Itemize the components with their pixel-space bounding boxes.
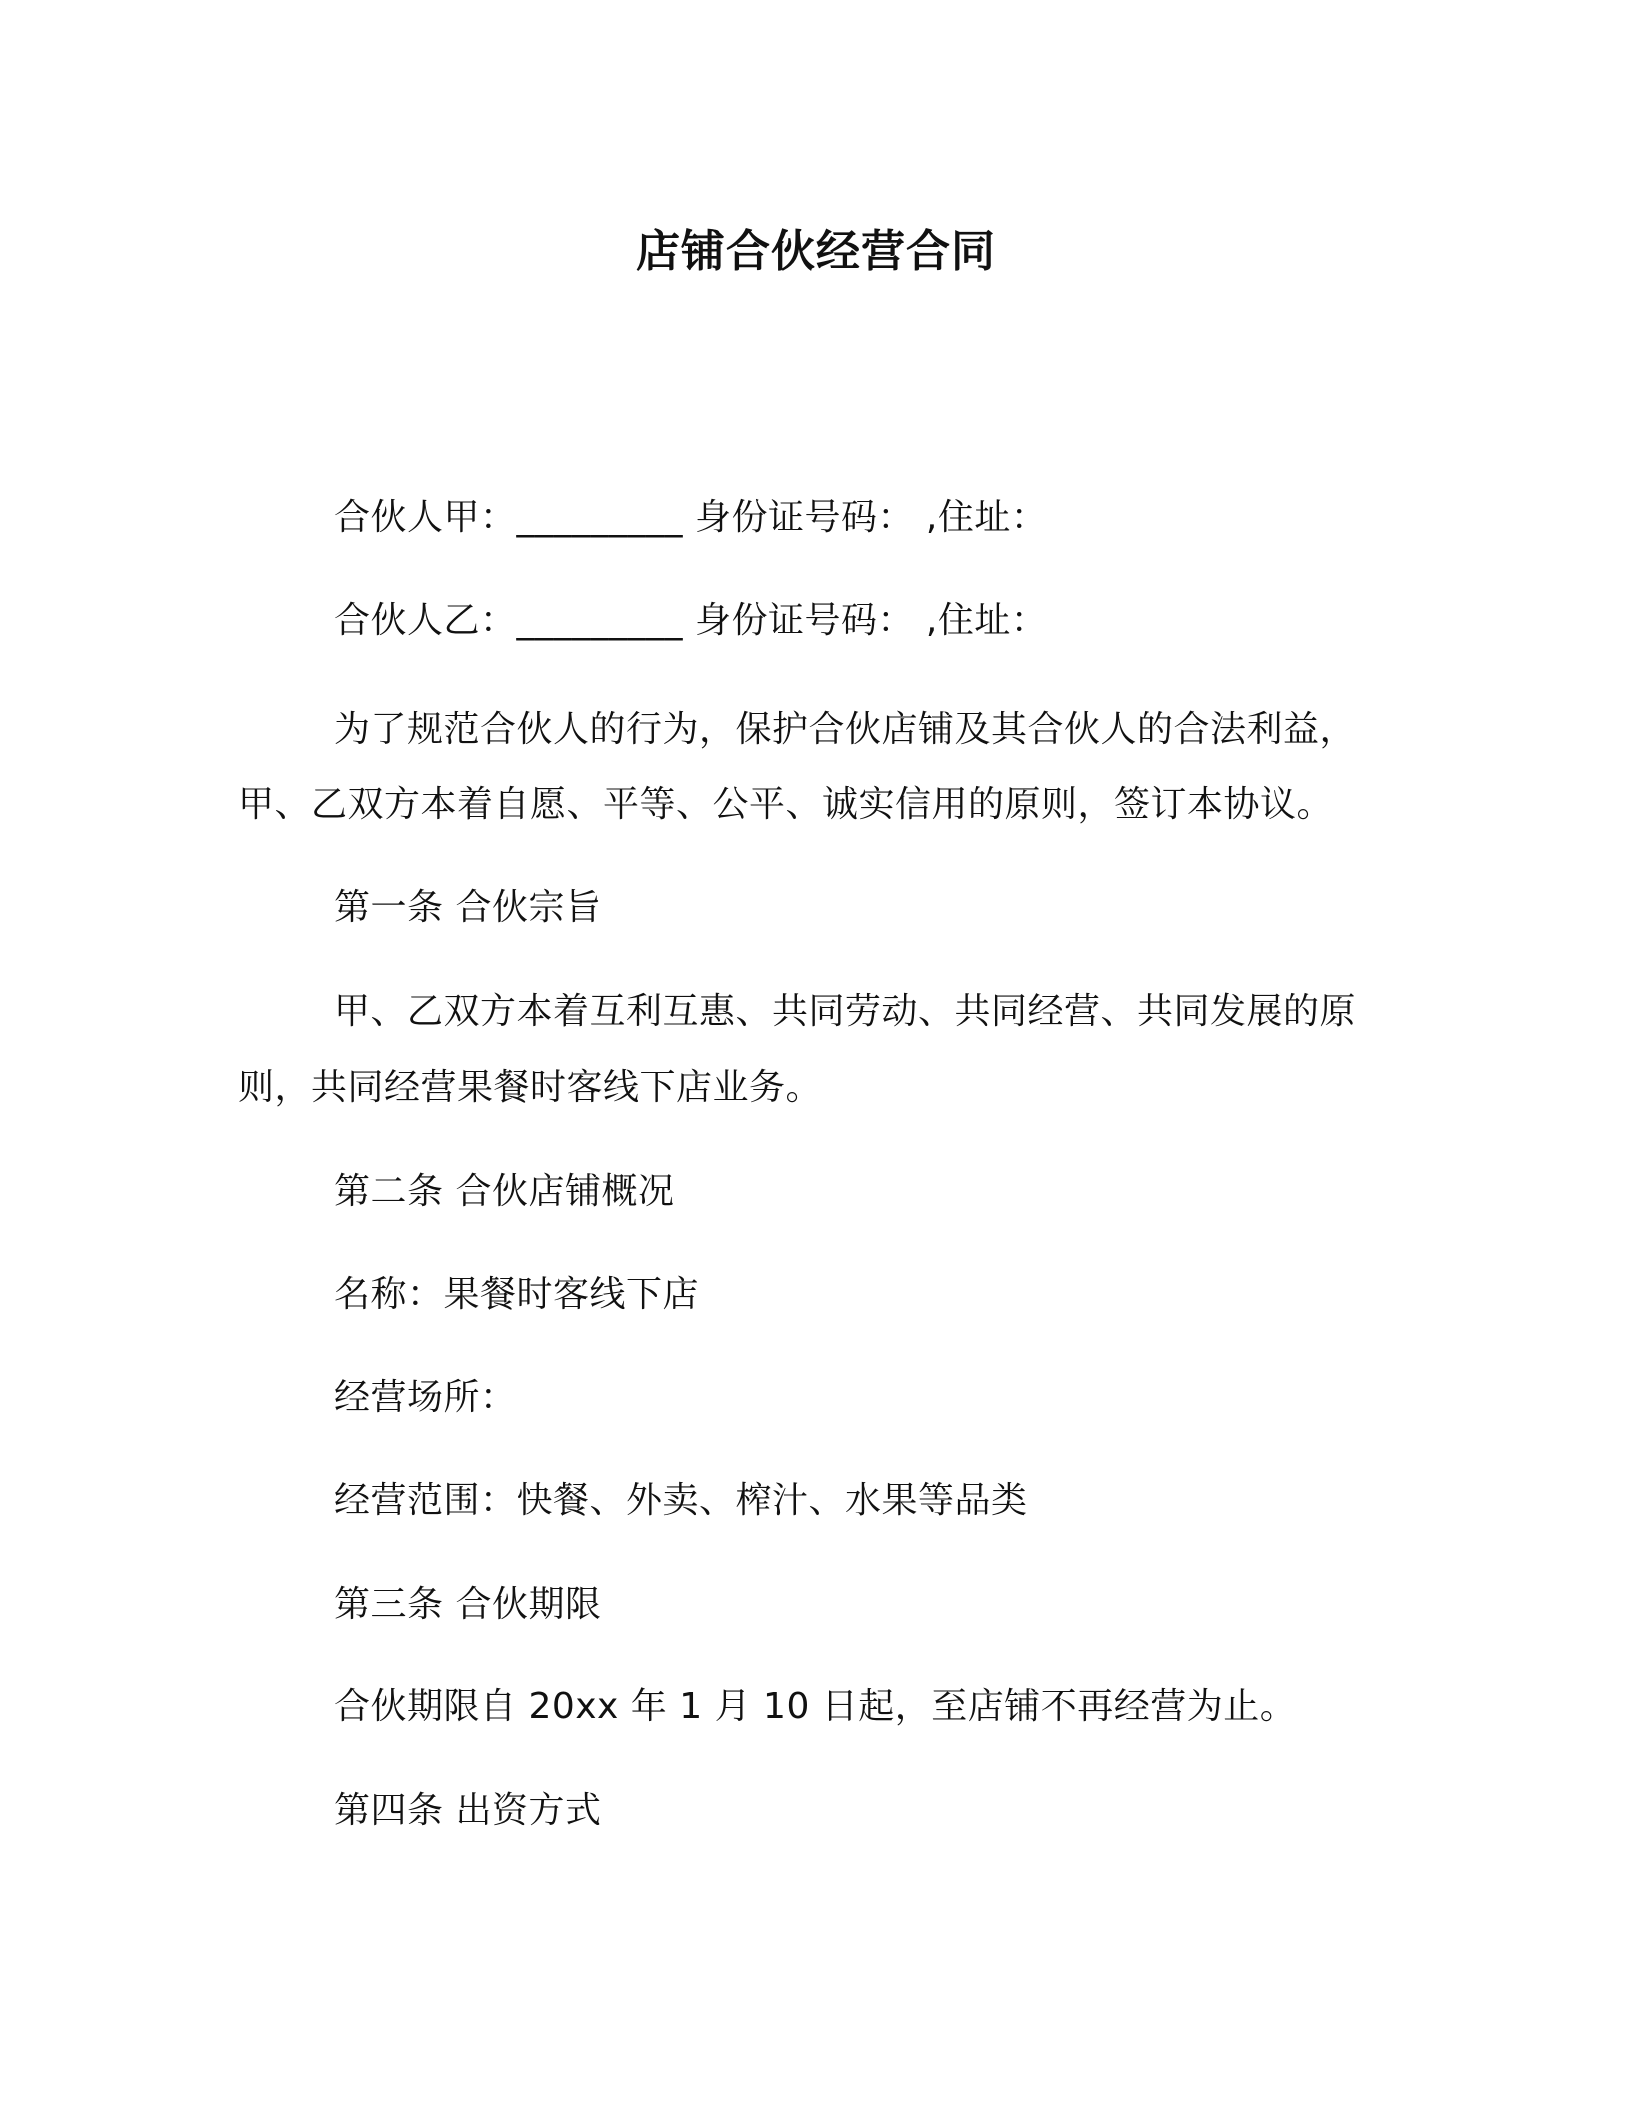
- document-title: 店铺合伙经营合同: [636, 226, 996, 277]
- article-2-heading: 第二条 合伙店铺概况: [334, 1171, 675, 1212]
- article-1-text-line-2: 则，共同经营果餐时客线下店业务。: [238, 1067, 823, 1108]
- article-2-name: 名称：果餐时客线下店: [334, 1274, 700, 1315]
- party-a-line: 合伙人甲：_________ 身份证号码： ,住址：: [334, 497, 1048, 538]
- preamble-line-1: 为了规范合伙人的行为，保护合伙店铺及其合伙人的合法利益，: [334, 709, 1357, 750]
- article-2-location: 经营场所：: [334, 1377, 517, 1418]
- article-1-heading: 第一条 合伙宗旨: [334, 887, 602, 928]
- preamble-line-2: 甲、乙双方本着自愿、平等、公平、诚实信用的原则，签订本协议。: [238, 784, 1334, 825]
- article-4-heading: 第四条 出资方式: [334, 1790, 602, 1831]
- party-b-line: 合伙人乙：_________ 身份证号码： ,住址：: [334, 600, 1048, 641]
- article-2-scope: 经营范围：快餐、外卖、榨汁、水果等品类: [334, 1480, 1028, 1521]
- article-3-text: 合伙期限自 20xx 年 1 月 10 日起，至店铺不再经营为止。: [334, 1686, 1297, 1727]
- article-3-heading: 第三条 合伙期限: [334, 1584, 602, 1625]
- article-1-text-line-1: 甲、乙双方本着互利互惠、共同劳动、共同经营、共同发展的原: [334, 991, 1357, 1032]
